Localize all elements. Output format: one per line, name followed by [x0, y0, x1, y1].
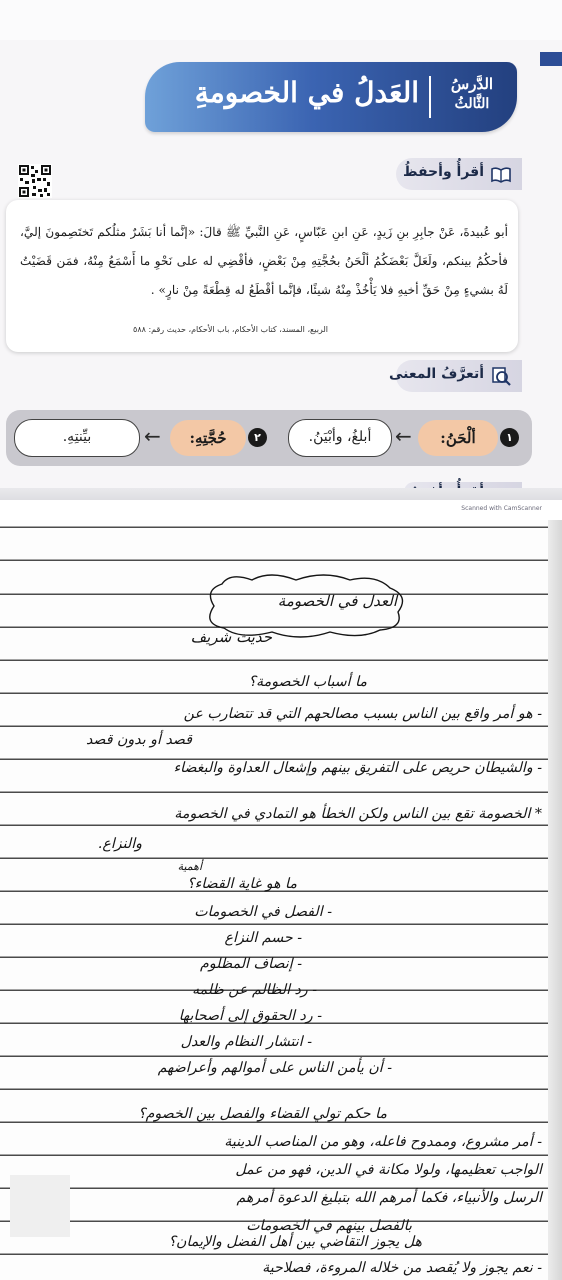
meaning-1-definition: أبلغُ، وأبْيَنُ.	[288, 419, 392, 457]
lesson-tag-line1: الدَّرسُ	[450, 75, 494, 93]
note-line: قصد أو بدون قصد	[85, 732, 192, 748]
page-top-margin	[0, 0, 562, 40]
note-line: والنزاع.	[97, 836, 142, 852]
note-line: هل يجوز التقاضي بين أهل الفضل والإيمان؟	[168, 1234, 422, 1250]
meaning-2-term: حُجَّتِهِ:	[170, 420, 246, 456]
notebook-page	[0, 520, 562, 1280]
hadith-text: أبو عُبيدةَ، عَنْ جابِرِ بنِ زَيدٍ، عَنِ ابنِ عَبّاسٍ، عَنِ النَّبيِّ ﷺ قالَ: «إنَّما أنا بَشَرٌ مثلُكم تَختَصِمونَ إليَّ، فأحكُمُ بينكم، ولَعَلَّ بَعْضَكُمُ ألْحَنُ بحُجَّتِهِ مِنْ بَعْضٍ، فأقْضِي له على نَحْوِ ما أَسْمَعُ مِنْهُ، فمَن قَضَيْتُ لَهُ بشيءٍ مِنْ حَقِّ أخيهِ فلا يَأْخُذْ مِنْهُ شيئًا، فإنَّما أقْطَعُ له قِطْعَةً مِنْ نارٍ» .	[20, 225, 508, 297]
meaning-2-definition: بيِّنتِهِ.	[14, 419, 140, 457]
note-line: - رد الحقوق إلى أصحابها	[178, 1008, 322, 1024]
notes-subtitle: حديث شريف	[190, 628, 272, 646]
read-memorize-label: أقرأُ وأحفظُ	[402, 164, 484, 180]
note-line: * الخصومة تقع بين الناس ولكن الخطأ هو التمادي في الخصومة	[174, 806, 542, 822]
note-line: الرسل والأنبياء، فكما أمرهم الله بتبليغ الدعوة أمرهم	[236, 1190, 542, 1206]
note-line: - أن يأمن الناس على أموالهم وأعراضهم	[157, 1060, 392, 1076]
textbook-page	[0, 0, 562, 500]
note-line: - إنصاف المظلوم	[200, 956, 302, 972]
meaning-label: أتعرَّفُ المعنى	[388, 366, 484, 382]
page-edge	[0, 488, 562, 500]
corner-accent	[540, 52, 562, 66]
lesson-number-tag	[441, 74, 503, 114]
meaning-header	[388, 360, 522, 392]
open-book-icon	[490, 163, 512, 185]
lesson-banner	[145, 62, 517, 132]
arrow-left-icon: ←	[144, 424, 161, 448]
banner-divider	[429, 76, 431, 118]
note-line: - والشيطان حريص على التفريق بينهم وإشعال العداوة والبغضاء	[173, 760, 542, 776]
note-line: بالفصل بينهم في الخصومات	[246, 1218, 412, 1234]
note-line: أهمية	[177, 860, 202, 873]
note-line: - رد الظالم عن ظلمه	[191, 982, 317, 998]
meanings-strip	[6, 410, 532, 466]
notebook-edge	[548, 520, 562, 1280]
scanner-stamp: Scanned with CamScanner	[461, 505, 542, 512]
meaning-2-number: ٢	[248, 428, 267, 447]
hadith-source: الربيع، المسند، كتاب الأحكام، باب الأحكام، حديث رقم: ٥٨٨	[133, 325, 328, 334]
arrow-left-icon: ←	[395, 424, 412, 448]
lesson-tag-line2: الثَّالثُ	[454, 96, 490, 112]
lesson-title: العَدلُ في الخصومةِ	[194, 76, 419, 109]
magnifier-icon	[490, 365, 512, 387]
qr-code-icon[interactable]	[18, 164, 52, 198]
note-line: ما هو غاية القضاء؟	[187, 876, 297, 892]
note-line: - الفصل في الخصومات	[194, 904, 332, 920]
notes-title: العدل في الخصومة	[277, 592, 397, 610]
meaning-1-number: ١	[500, 428, 519, 447]
note-line: ما أسباب الخصومة؟	[248, 674, 367, 690]
note-line: - انتشار النظام والعدل	[180, 1034, 312, 1050]
note-line: الواجب تعظيمها، ولولا مكانة في الدين، فهو من عمل	[235, 1162, 542, 1178]
read-memorize-header	[396, 158, 522, 190]
meaning-1-term: ألْحَنُ:	[418, 420, 498, 456]
scan-artifact	[10, 1175, 70, 1237]
note-line: - أمر مشروع، وممدوح فاعله، وهو من المناصب الدينية	[224, 1134, 542, 1150]
note-line: - حسم النزاع	[224, 930, 302, 946]
note-line: ما حكم تولي القضاء والفصل بين الخصوم؟	[138, 1106, 387, 1122]
note-line: - نعم يجوز ولا يُقصد من خلاله المروءة، فصلاحية	[262, 1260, 542, 1276]
note-line: - هو أمر واقع بين الناس بسبب مصالحهم التي قد تتضارب عن	[183, 706, 542, 722]
hadith-box	[6, 200, 518, 352]
